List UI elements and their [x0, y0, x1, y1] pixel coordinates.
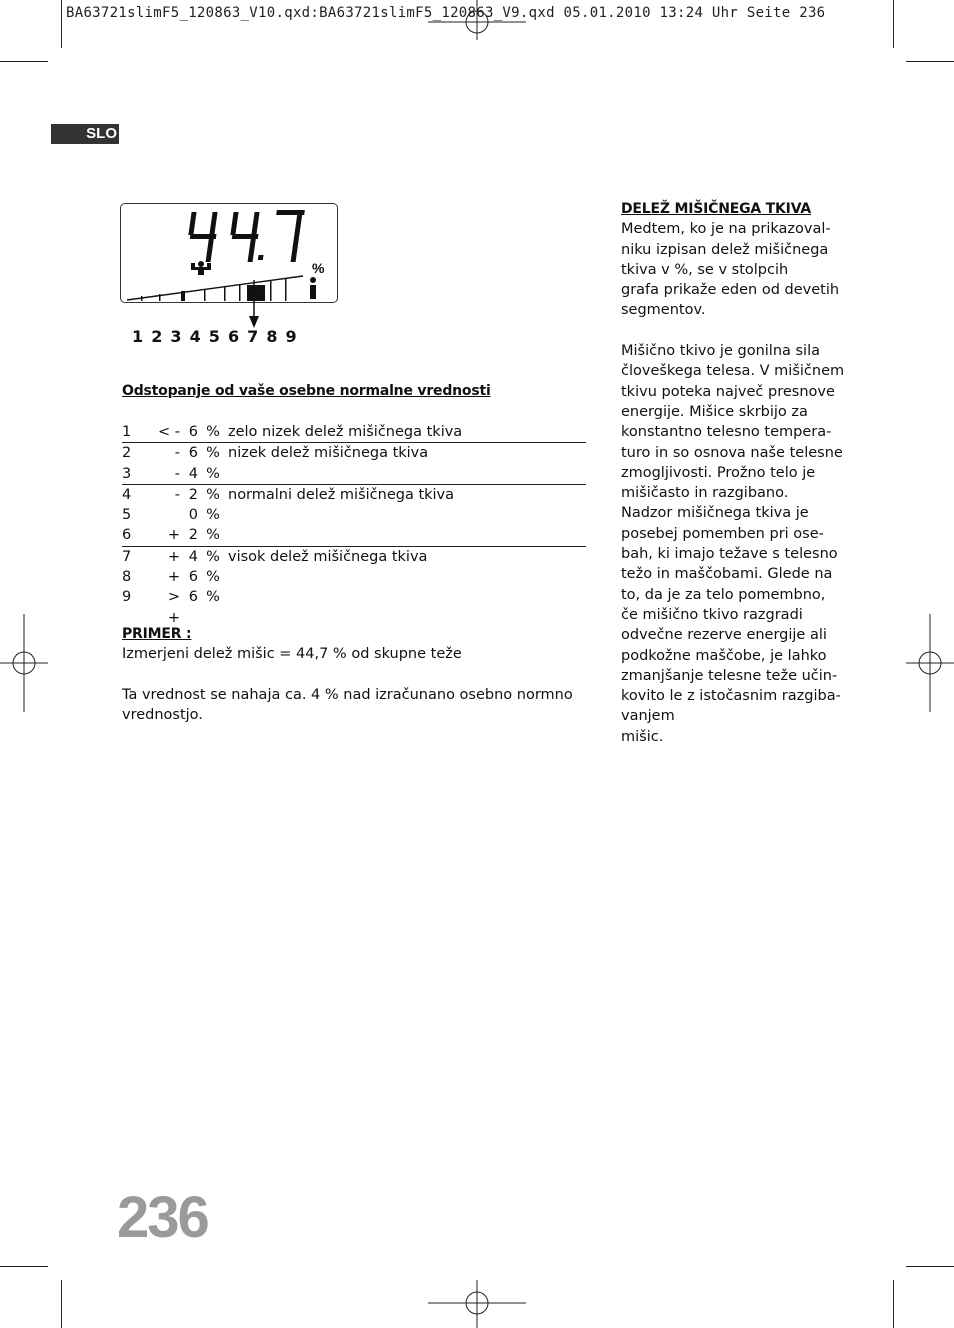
table-row	[122, 443, 586, 464]
right-column	[621, 199, 851, 747]
scale-display	[120, 203, 338, 303]
text-line: tkiva v %, se v stolpcih	[621, 261, 789, 278]
row-percent: %	[198, 525, 228, 546]
segment-number: 6	[227, 327, 240, 346]
registration-mark-left	[0, 614, 50, 714]
display-digits	[185, 210, 305, 262]
text-line: posebej pomemben pri ose-	[621, 525, 824, 542]
row-number: 3	[122, 464, 156, 485]
text-line: človeškega telesa. V mišičnem	[621, 363, 845, 380]
row-description: zelo nizek delež mišičnega tkiva	[228, 422, 586, 443]
row-value: 6	[188, 569, 198, 586]
registration-mark-right	[904, 614, 954, 714]
row-number: 9	[122, 589, 132, 606]
row-description: visok delež mišičnega tkiva	[228, 548, 428, 565]
row-number: 5	[122, 507, 132, 524]
table-row	[122, 484, 586, 505]
person-icon	[310, 277, 316, 299]
text-line: mišičasto in razgibano.	[621, 485, 789, 502]
row-value: 2	[188, 486, 198, 503]
row-number: 2	[122, 445, 132, 462]
table-row	[122, 505, 586, 525]
example-section	[122, 624, 592, 725]
row-percent: %	[198, 422, 228, 443]
row-percent: %	[206, 548, 220, 565]
segment-number: 2	[151, 327, 163, 346]
registration-mark-bottom	[428, 1280, 528, 1328]
paragraph-2	[621, 341, 851, 747]
segment-number: 4	[189, 327, 201, 346]
row-value: 4	[188, 548, 198, 565]
row-value: 6	[188, 445, 198, 462]
row-value: 6	[184, 422, 198, 443]
row-sign: < -	[156, 422, 184, 443]
text-line: energije. Mišice skrbijo za	[621, 403, 808, 420]
row-description: normalni delež mišičnega tkiva	[228, 486, 455, 503]
segment-bar-graph	[127, 276, 303, 301]
example-line-2: Ta vrednost se nahaja ca. 4 % nad izračunano osebno normno vrednostjo.	[122, 686, 573, 724]
text-line: če mišično tkivo razgradi	[621, 606, 803, 623]
example-line-1: Izmerjeni delež mišic = 44,7 % od skupne teže	[122, 646, 462, 663]
registration-mark-top	[428, 0, 528, 40]
row-value: 0	[188, 507, 198, 524]
row-description: nizek delež mišičnega tkiva	[228, 445, 429, 462]
row-sign: -	[174, 445, 180, 462]
example-heading: PRIMER :	[122, 626, 192, 642]
segment-number: 8	[266, 327, 278, 346]
right-column-heading: DELEŽ MIŠIČNEGA TKIVA	[621, 201, 812, 217]
row-description	[228, 567, 586, 587]
row-number: 1	[122, 422, 156, 443]
text-line: turo in so osnova naše telesne	[621, 444, 843, 461]
row-number: 6	[122, 525, 156, 546]
row-percent: %	[206, 486, 220, 503]
row-sign	[156, 505, 184, 525]
text-line: zmanjšanje telesne teže učin-	[621, 667, 838, 684]
segment-arrow	[246, 280, 262, 330]
text-line: kovito le z istočasnim razgiba-	[621, 688, 841, 705]
row-description	[228, 587, 586, 628]
table-row	[122, 525, 586, 546]
language-tab: SLO	[51, 124, 119, 144]
row-value: 6	[188, 589, 198, 606]
row-number: 8	[122, 569, 132, 586]
text-line: Mišično tkivo je gonilna sila	[621, 343, 820, 360]
paragraph-1	[621, 219, 851, 320]
segment-number: 7	[247, 327, 259, 346]
table-row	[122, 587, 586, 628]
table-row	[122, 546, 586, 567]
text-line: vanjem	[621, 708, 675, 725]
segment-number: 1	[132, 327, 144, 346]
text-line: grafa prikaže eden od devetih	[621, 282, 840, 299]
row-description	[228, 505, 586, 525]
table-row	[122, 567, 586, 587]
row-sign: +	[167, 569, 180, 586]
muscle-icon	[191, 261, 211, 275]
print-header: BA63721slimF5_120863_V10.qxd:BA63721slimF5_120863_V9.qxd 05.01.2010 13:24 Uhr Seite 236	[66, 5, 826, 21]
row-description	[228, 464, 586, 485]
text-line: tkivu poteka največ presnove	[621, 383, 835, 400]
row-percent: %	[206, 507, 220, 524]
text-line: težo in maščobami. Glede na	[621, 566, 833, 583]
segment-number: 9	[285, 327, 297, 346]
row-sign: +	[167, 548, 180, 565]
row-sign: +	[156, 525, 184, 546]
row-percent: %	[198, 464, 228, 485]
row-sign: -	[174, 486, 180, 503]
text-line: zmogljivosti. Prožno telo je	[621, 464, 816, 481]
row-value: 4	[184, 464, 198, 485]
row-sign: > +	[167, 589, 180, 626]
text-line: niku izpisan delež mišičnega	[621, 241, 829, 258]
text-line: odvečne rezerve energije ali	[621, 627, 827, 644]
segment-number: 3	[170, 327, 182, 346]
text-line: segmentov.	[621, 302, 706, 319]
row-percent: %	[206, 445, 220, 462]
row-description	[228, 525, 586, 546]
deviation-heading: Odstopanje od vaše osebne normalne vrednosti	[122, 383, 491, 399]
text-line: Nadzor mišičnega tkiva je	[621, 505, 809, 522]
text-line: bah, ki imajo težave s telesno	[621, 546, 838, 563]
table-row	[122, 422, 586, 443]
row-number: 7	[122, 548, 132, 565]
text-line: konstantno telesno tempera-	[621, 424, 832, 441]
row-value: 2	[184, 525, 198, 546]
text-line: mišic.	[621, 728, 664, 745]
deviation-table	[122, 422, 586, 628]
row-number: 4	[122, 486, 132, 503]
text-line: to, da je za telo pomembno,	[621, 586, 826, 603]
scale-display-graphic	[121, 204, 339, 304]
row-sign: -	[156, 464, 184, 485]
text-line: Medtem, ko je na prikazoval-	[621, 221, 831, 238]
table-row	[122, 464, 586, 485]
segment-numbers	[132, 327, 305, 346]
percent-sign: %	[312, 260, 325, 276]
page-number: 236	[117, 1185, 208, 1250]
segment-number: 5	[208, 327, 220, 346]
row-percent: %	[206, 569, 220, 586]
text-line: podkožne maščobe, je lahko	[621, 647, 827, 664]
row-percent: %	[206, 589, 220, 606]
